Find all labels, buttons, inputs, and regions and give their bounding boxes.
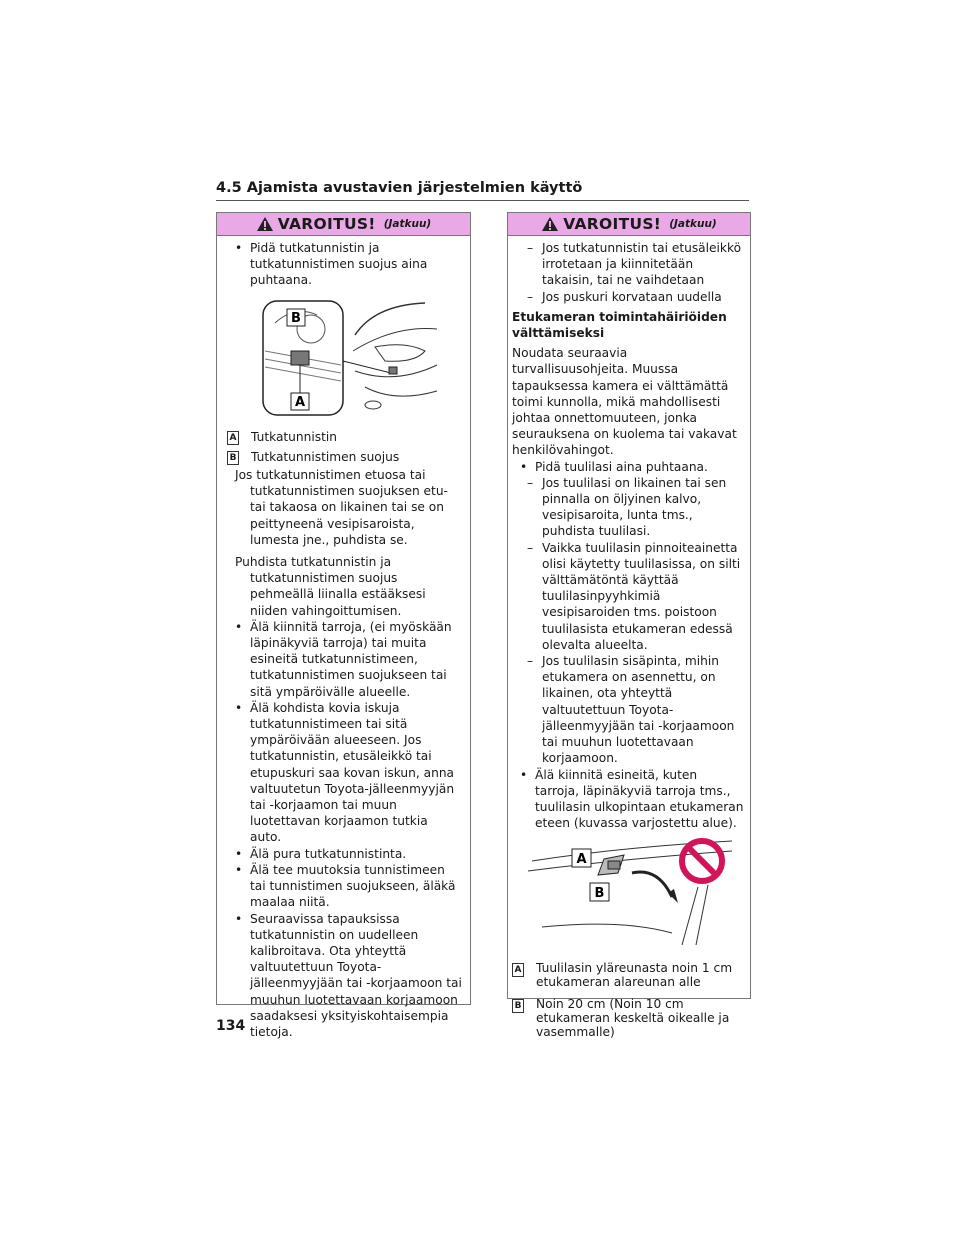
bullet-item: • Älä kohdista kovia iskuja tutkatunnistimeen tai sitä ympäröivään alueeseen. Jos tutkatunnistin, etusäleikkö tai etupuskuri saa kovan iskun, anna valtuutetun Toyota-jälleenmyyjän tai -korjaamon tai muun luotettavan korjaamon tutkia auto. [227,700,462,846]
subheading: Etukameran toimintahäiriöiden välttämiseksi [512,309,727,341]
legend-text: Noin 20 cm (Noin 10 cm etukameran keskeltä oikealle ja vasemmalle) [536,997,730,1040]
bullet-item: • Älä tee muutoksia tunnistimeen tai tunnistimen suojukseen, äläkä maalaa niitä. [227,862,462,911]
dash-item: – Vaikka tuulilasin pinnoiteainetta olisi käytetty tuulilasissa, on silti välttämätöntä käyttää tuulilasinpyyhkimiä vesipisaroiden tms. poistoon tuulilasista etukameran edessä olevalta alueelta. [512,540,744,653]
legend-b [227,449,462,465]
bullet-item: • Seuraavissa tapauksissa tutkatunnistin on uudelleen kalibroitava. Ota yhteyttä valtuutettuun Toyota-jälleenmyyjään tai -korjaamoon tai muuhun luotettavaan korjaamoon saadaksesi yksityiskohtaisempia tietoja. [227,911,462,1041]
figure-label-a: A [576,852,587,868]
radar-sensor-illustration [255,295,445,423]
legend-text: Tutkatunnistin [251,429,337,444]
section-divider [216,200,749,201]
legend-text: Tutkatunnistimen suojus [251,449,400,464]
warning-box-right [507,212,751,1040]
figure-label-a: A [294,394,306,410]
section-title: 4.5 Ajamista avustavien järjestelmien käyttö [216,180,583,196]
page-number: 134 [216,1018,246,1034]
figure-label-b: B [291,310,301,326]
warning-header [508,213,750,236]
dash-item: – Jos tutkatunnistin tai etusäleikkö irrotetaan ja kiinnitetään takaisin, tai ne vaihdetaan [512,240,744,289]
warning-title: VAROITUS! [277,215,376,233]
bullet-item: • Älä kiinnitä esineitä, kuten tarroja, läpinäkyviä tarroja tms., tuulilasin ulkopintaan etukameran eteen (kuvassa varjostettu alue). [512,767,744,832]
paragraph: Puhdista tutkatunnistin ja tutkatunnistimen suojus pehmeällä liinalla estääksesi niiden vahingoittumisen. [235,555,426,618]
paragraph: Noudata seuraavia turvallisuusohjeita. Muussa tapauksessa kamera ei välttämättä toimi kunnolla, mikä mahdollisesti johtaa onnettomuuteen, jonka seurauksena on kuolema tai vakavat henkilövahingot. [512,346,737,458]
bullet-item: • Pidä tutkatunnistin ja tutkatunnistimen suojus aina puhtaana. [227,240,462,289]
bullet-item: • Älä kiinnitä tarroja, (ei myöskään läpinäkyviä tarroja) tai muita esineitä tutkatunnistimeen, tutkatunnistimen suojukseen tai sitä ympäröivälle alueelle. [227,619,462,700]
legend-letter: B [227,451,239,465]
dash-item: – Jos tuulilasin sisäpinta, mihin etukamera on asennettu, on likainen, ota yhteyttä valtuutettuun Toyota-jälleenmyyjään tai -korjaamoon tai muuhun luotettavaan korjaamoon. [512,653,744,766]
warning-header [217,213,470,236]
legend-text: Tuulilasin yläreunasta noin 1 cm etukameran alareunan alle [536,961,733,990]
legend-letter: A [512,963,524,977]
bullet-item: • Älä pura tutkatunnistinta. [227,846,462,862]
warning-continued: (Jatkuu) [383,218,432,230]
warning-continued: (Jatkuu) [669,218,717,230]
bullet-item: • Pidä tuulilasi aina puhtaana. [512,459,744,475]
warning-triangle-icon [541,216,559,232]
legend-letter: A [227,431,239,445]
legend-letter: B [512,999,524,1013]
figure-label-b: B [594,886,605,902]
legend-b [512,997,744,1039]
legend-a [227,429,462,445]
front-camera-illustration [512,837,737,955]
paragraph: Jos tutkatunnistimen etuosa tai tutkatunnistimen suojuksen etu- tai takaosa on likainen tai se on peittyneenä vesipisaroista, lumesta jne., puhdista se. [235,468,448,547]
dash-item: – Jos puskuri korvataan uudella [512,289,744,305]
warning-title: VAROITUS! [563,215,662,233]
dash-item: – Jos tuulilasi on likainen tai sen pinnalla on öljyinen kalvo, vesipisaroita, lunta tms., puhdista tuulilasi. [512,475,744,540]
legend-a [512,961,744,989]
warning-triangle-icon [256,216,274,232]
